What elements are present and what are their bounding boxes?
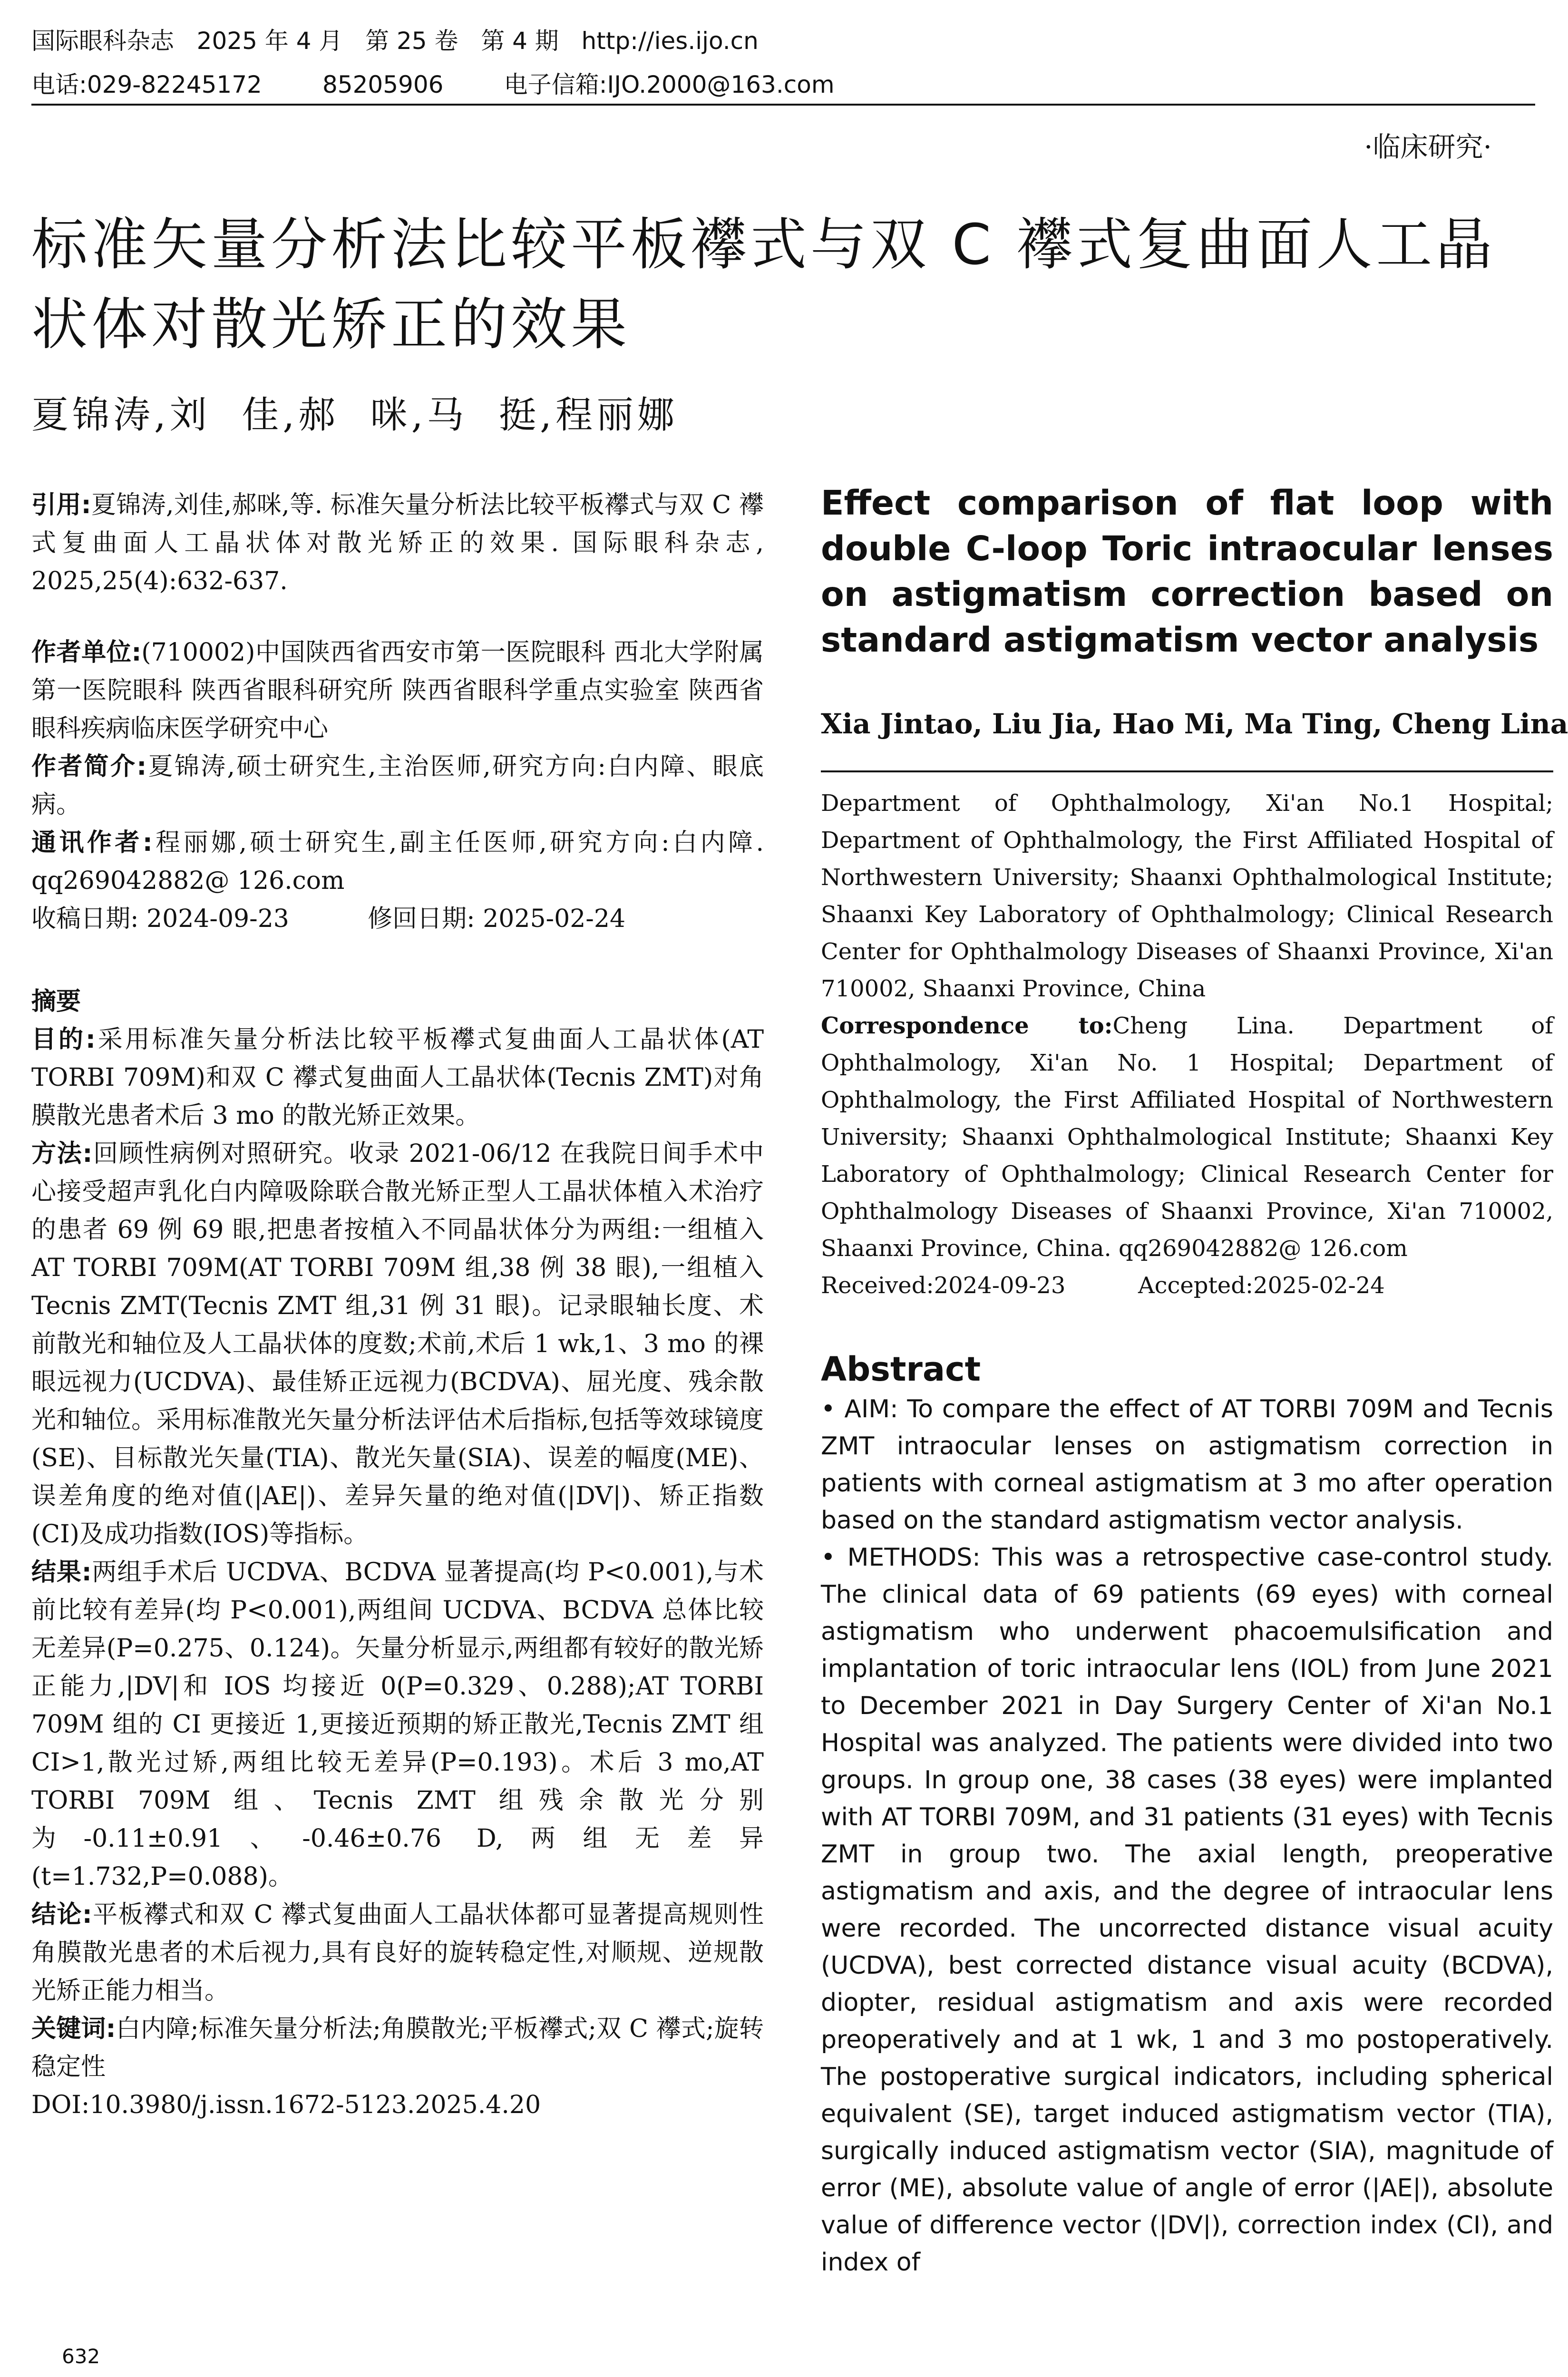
aim-cn-text: 采用标准矢量分析法比较平板襻式复曲面人工晶状体(AT TORBI 709M)和双 C 襻式复曲面人工晶状体(Tecnis ZMT)对角膜散光患者术后 3 mo 的散光矫正效果。 — [31, 1025, 764, 1130]
article-title-en: Effect comparison of flat loop with double C-loop Toric intraocular lenses on astigmatism correction based on standard astigmatism vector analysis — [821, 483, 1553, 660]
results-cn-text: 两组手术后 UCDVA、BCDVA 显著提高(均 P<0.001),与术前比较有差异(均 P<0.001),两组间 UCDVA、BCDVA 总体比较无差异(P=0.275、0.124)。矢量分析显示,两组都有较好的散光矫正能力,|DV|和 IOS 均接近 0(P=0.329、0.288);AT TORBI 709M 组的 CI 更接近 1,更接近预期的矫正散光,Tecnis ZMT 组 CI>1,散光过矫,两组比较无差异(P=0.193)。术后 3 mo,AT TORBI 709M 组、Tecnis ZMT 组残余散光分别为-0.11±0.91、-0.46±0.76 D,两组无差异(t=1.732,P=0.088)。 — [31, 1558, 764, 1891]
methods-cn-text: 回顾性病例对照研究。收录 2021-06/12 在我院日间手术中心接受超声乳化白内障吸除联合散光矫正型人工晶状体植入术治疗的患者 69 例 69 眼,把患者按植入不同晶状体分为两组:一组植入 AT TORBI 709M(AT TORBI 709M 组,38 例 38 眼),一组植入 Tecnis ZMT(Tecnis ZMT 组,31 例 31 眼)。记录眼轴长度、术前散光和轴位及人工晶状体的度数;术前,术后 1 wk,1、3 mo 的裸眼远视力(UCDVA)、最佳矫正远视力(BCDVA)、屈光度、残余散光和轴位。采用标准散光矢量分析法评估术后指标,包括等效球镜度(SE)、目标散光矢量(TIA)、散光矢量(SIA)、误差的幅度(ME)、误差角度的绝对值(|AE|)、差异矢量的绝对值(|DV|)、矫正指数(CI)及成功指数(IOS)等指标。 — [31, 1140, 764, 1549]
accepted-date-en: Accepted:2025-02-24 — [1138, 1272, 1385, 1299]
correspondence-cn-text: 程丽娜,硕士研究生,副主任医师,研究方向:白内障. qq269042882@ 126.com — [31, 828, 764, 895]
citation-label: 引用: — [31, 491, 91, 519]
authors-cn: 夏锦涛,刘 佳,郝 咪,马 挺,程丽娜 — [31, 394, 678, 437]
correspondence-en-label: Correspondence to: — [821, 1013, 1113, 1039]
methods-en: • METHODS: This was a retrospective case-control study. The clinical data of 69 patients (69 eyes) with corneal astigmatism who underwent phacoemulsification and implantation of toric intraocular lens (IOL) from June 2021 to December 2021 in Day Surgery Center of Xi'an No.1 Hospital was analyzed. The patients were divided into two groups. In group one, 38 cases (38 eyes) were implanted with AT TORBI 709M, and 31 patients (31 eyes) with Tecnis ZMT in group two. The axial length, preoperative astigmatism and axis, and the degree of intraocular lens were recorded. The uncorrected distance visual acuity (UCDVA), best corrected distance visual acuity (BCDVA), diopter, residual astigmatism and axis were recorded preoperatively and at 1 wk, 1 and 3 mo postoperatively. The postoperative surgical indicators, including spherical equivalent (SE), target induced astigmatism vector (TIA), surgically induced astigmatism vector (SIA), magnitude of error (ME), absolute value of angle of error (|AE|), absolute value of difference vector (|DV|), correction index (CI), and index of — [821, 1543, 1553, 2277]
received-date-cn: 收稿日期: 2024-09-23 — [31, 905, 289, 933]
abstract-en-heading: Abstract — [821, 1350, 981, 1389]
received-date-en: Received:2024-09-23 — [821, 1272, 1066, 1299]
abstract-cn — [31, 983, 764, 2124]
affiliation-en-block — [821, 785, 1553, 1304]
aim-en: • AIM: To compare the effect of AT TORBI 709M and Tecnis ZMT intraocular lenses on astigmatism correction in patients with corneal astigmatism at 3 mo after operation based on the standard astigmatism vector analysis. — [821, 1395, 1553, 1535]
conclusion-cn-text: 平板襻式和双 C 襻式复曲面人工晶状体都可显著提高规则性角膜散光患者的术后视力,具有良好的旋转稳定性,对顺规、逆规散光矫正能力相当。 — [31, 1900, 764, 2005]
journal-header-line2: 电话:029-82245172 85205906 电子信箱:IJO.2000@163.com — [31, 71, 835, 98]
page-number: 632 — [62, 2345, 100, 2368]
revised-date-cn: 修回日期: 2025-02-24 — [368, 905, 626, 933]
keywords-cn-label: 关键词: — [31, 2015, 116, 2043]
english-section-divider — [821, 770, 1553, 772]
correspondence-en-text: Cheng Lina. Department of Ophthalmology, Xi'an No. 1 Hospital; Department of Ophthalmology, the First Affiliated Hospital of Northwestern University; Shaanxi Ophthalmological Institute; Shaanxi Key Laboratory of Ophthalmology; Clinical Research Center for Ophthalmology Diseases of Shaanxi Province, Xi'an 710002, Shaanxi Province, China. qq269042882@ 126.com — [821, 1013, 1554, 1262]
header-divider — [31, 104, 1535, 106]
affiliation-label: 作者单位: — [31, 638, 142, 667]
author-info-block — [31, 633, 764, 938]
citation-text: 夏锦涛,刘佳,郝咪,等. 标准矢量分析法比较平板襻式与双 C 襻式复曲面人工晶状体对散光矫正的效果. 国际眼科杂志, 2025,25(4):632-637. — [31, 491, 764, 595]
correspondence-cn-label: 通讯作者: — [31, 828, 153, 857]
doi: DOI:10.3980/j.issn.1672-5123.2025.4.20 — [31, 2091, 541, 2119]
methods-cn-label: 方法: — [31, 1140, 93, 1168]
abstract-en-body — [821, 1391, 1553, 2281]
citation-block — [31, 486, 764, 600]
aim-cn-label: 目的: — [31, 1025, 96, 1054]
journal-header-line1: 国际眼科杂志 2025 年 4 月 第 25 卷 第 4 期 http://ies.ijo.cn — [31, 27, 759, 55]
author-intro-label: 作者简介: — [31, 752, 147, 781]
keywords-cn-text: 白内障;标准矢量分析法;角膜散光;平板襻式;双 C 襻式;旋转稳定性 — [31, 2015, 764, 2081]
article-title-cn: 标准矢量分析法比较平板襻式与双 C 襻式复曲面人工晶状体对散光矫正的效果 — [31, 212, 1496, 357]
abstract-cn-heading: 摘要 — [31, 987, 81, 1016]
affiliation-en: Department of Ophthalmology, Xi'an No.1 Hospital; Department of Ophthalmology, the First Affiliated Hospital of Northwestern University; Shaanxi Ophthalmological Institute; Shaanxi Key Laboratory of Ophthalmology; Clinical Research Center for Ophthalmology Diseases of Shaanxi Province, Xi'an 710002, Shaanxi Province, China — [821, 790, 1553, 1002]
results-cn-label: 结果: — [31, 1558, 92, 1587]
affiliation-text: (710002)中国陕西省西安市第一医院眼科 西北大学附属第一医院眼科 陕西省眼科研究所 陕西省眼科学重点实验室 陕西省眼科疾病临床医学研究中心 — [31, 638, 764, 743]
conclusion-cn-label: 结论: — [31, 1900, 92, 1929]
author-intro-text: 夏锦涛,硕士研究生,主治医师,研究方向:白内障、眼底病。 — [31, 752, 764, 819]
section-label: ·临床研究· — [1364, 131, 1492, 163]
authors-en: Xia Jintao, Liu Jia, Hao Mi, Ma Ting, Cheng Lina — [821, 708, 1568, 740]
